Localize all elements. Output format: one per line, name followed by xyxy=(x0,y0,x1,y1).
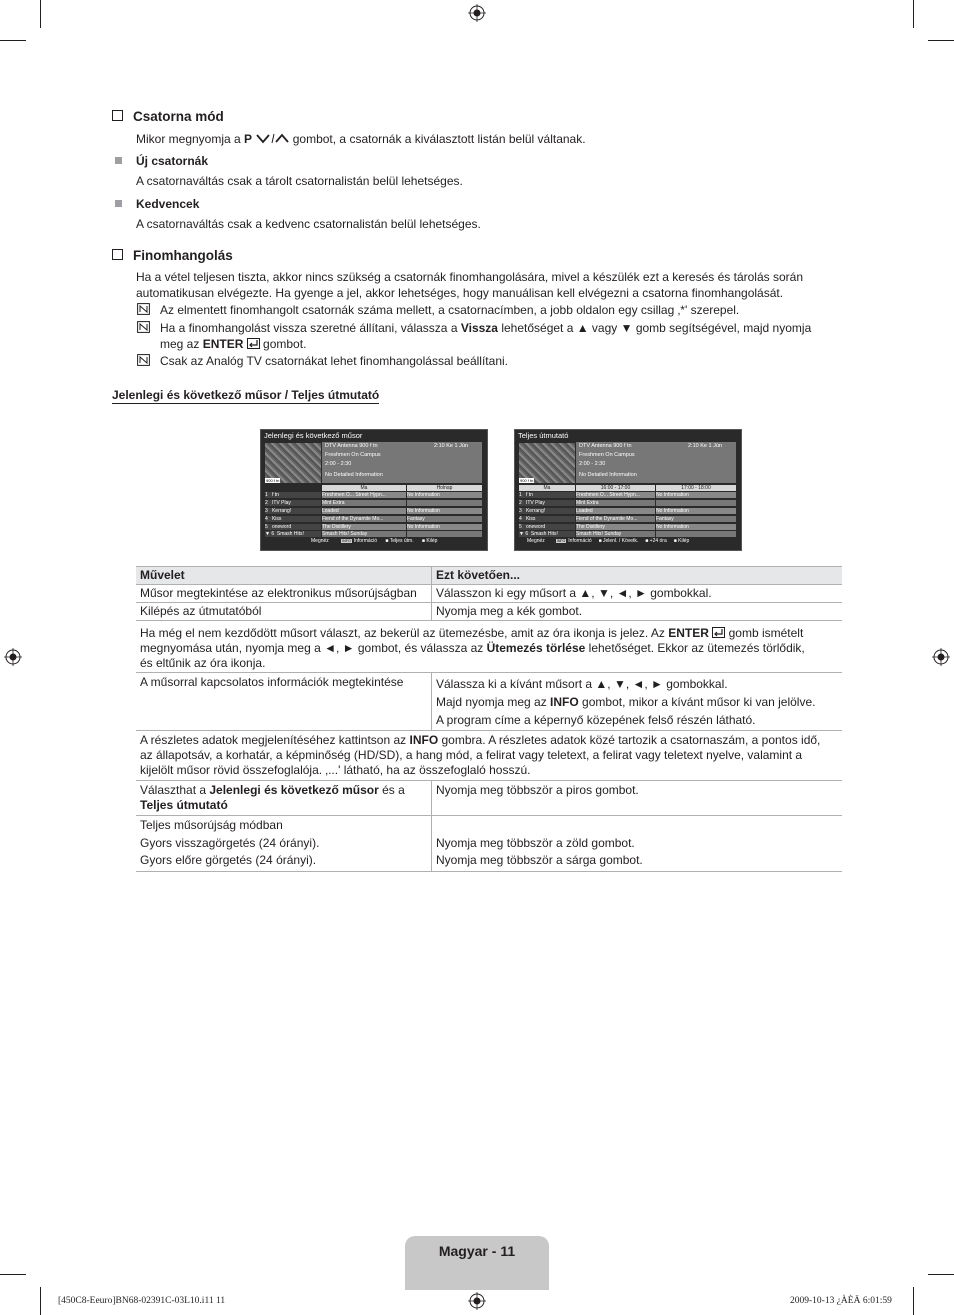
table-row xyxy=(136,781,842,816)
note-3: Csak az Analóg TV csatornákat lehet finomhangolással beállítani. xyxy=(160,354,508,368)
note-icon xyxy=(137,354,150,366)
registration-mark-icon xyxy=(4,648,22,666)
screen-title: Teljes útmutató xyxy=(518,431,569,440)
table-cell: Válasszon ki egy műsort a ▲, ▼, ◄, ► gombokkal. xyxy=(432,585,843,603)
screen-title: Jelenlegi és következő műsor xyxy=(264,431,363,440)
guide-screenshot-now-next xyxy=(260,429,488,551)
screen-footer: Megnéz INFO Információ ■ Teljes útm. ■ Kilép xyxy=(311,538,438,544)
table-row xyxy=(136,673,842,731)
table-row xyxy=(136,585,842,603)
column-header: Ma xyxy=(322,485,406,491)
info-key-icon: INFO xyxy=(556,539,566,543)
guide-row[interactable]: 2 ITV Play Mint Extra xyxy=(519,500,736,507)
guide-row[interactable]: 3 Kerrang! Loaded No Information xyxy=(265,508,482,515)
guide-row[interactable]: 1 f tn Freshmen O... Street Hypn... No Information xyxy=(265,492,482,499)
print-footer-left: [450C8-Eeuro]BN68-02391C-03L10.i11 11 xyxy=(58,1296,226,1306)
crop-mark xyxy=(913,1287,914,1315)
registration-mark-icon xyxy=(468,4,486,22)
csatorna-mod-intro: Mikor megnyomja a P gombot, a csatornák a kiválasztott listán belül váltanak. xyxy=(136,132,586,146)
item-title: Kedvencek xyxy=(136,197,200,211)
crop-mark xyxy=(913,0,914,28)
registration-mark-icon xyxy=(932,648,950,666)
registration-mark-icon xyxy=(468,1292,486,1310)
table-cell: Választhat a Jelenlegi és következő műsor és a Teljes útmutató xyxy=(136,781,432,816)
crop-mark xyxy=(0,1274,26,1275)
guide-row[interactable]: ▼ 6 Smash Hits! Smash Hits! Sunday xyxy=(519,531,736,538)
table-row xyxy=(136,603,842,621)
table-header-cell: Ezt követően... xyxy=(432,567,843,585)
print-footer-right: 2009-10-13 ¿ÀÈÄ 6:01:59 xyxy=(790,1296,892,1306)
note-icon xyxy=(137,303,150,315)
guide-row[interactable]: 4 Kiss Fiend of the Dynamite Mo... Fantasy xyxy=(265,516,482,523)
table-cell-span: A részletes adatok megjelenítéséhez kattintson az INFO gombra. A részletes adatok közé tartozik a csatornaszám, a pontos idő, az állapotsáv, a korhatár, a képminőség (HD/SD), a hang mód, a felirat vagy teletext, a felirat vagy teletext nyelve, valamint a kijelölt műsor rövid összefoglalója. ‚...' látható, ha az összefoglaló hosszú. xyxy=(136,731,842,781)
note-icon xyxy=(137,321,150,333)
screen-footer: Megnéz INFO Információ ■ Jelenl. / Követk. ■ +24 óra ■ Kilép xyxy=(527,538,690,544)
table-row xyxy=(136,621,842,673)
item-text: A csatornaváltás csak a tárolt csatornalistán belül lehetséges. xyxy=(136,174,463,188)
column-header: 17:00 - 18:00 xyxy=(656,485,736,491)
column-header: 16:00 - 17:00 xyxy=(576,485,655,491)
guide-row[interactable]: 5 oneword The Distillery No Information xyxy=(519,524,736,531)
enter-key-icon xyxy=(712,627,725,638)
square-bullet-icon xyxy=(115,157,122,164)
table-cell: A műsorral kapcsolatos információk megtekintése xyxy=(136,673,432,731)
guide-row[interactable]: ▼ 6 Smash Hits! Smash Hits! Sunday xyxy=(265,531,482,538)
note-1: Az elmentett finomhangolt csatornák száma mellett, a csatornacímben, a jobb oldalon egy csillag ‚*' szerepel. xyxy=(160,303,740,317)
crop-mark xyxy=(40,0,41,28)
item-title: Új csatornák xyxy=(136,154,209,168)
guide-screenshot-full xyxy=(514,429,742,551)
chevron-down-up-icon xyxy=(255,133,289,144)
table-row xyxy=(136,731,842,781)
guide-actions-table xyxy=(136,566,842,872)
crop-mark xyxy=(928,1274,954,1275)
column-header: Ma xyxy=(519,485,575,491)
checkbox-bullet-icon xyxy=(112,249,123,260)
crop-mark xyxy=(0,40,26,41)
table-cell: Nyomja meg többször a zöld gombot. Nyomja meg többször a sárga gombot. xyxy=(432,816,843,872)
column-header: Holnap xyxy=(407,485,482,491)
finomhangolas-para-1: Ha a vétel teljesen tiszta, akkor nincs szükség a csatornák finomhangolására, mivel a készülék ezt a keresés és tárolás során xyxy=(136,270,803,284)
program-info-panel: DTV Antenna 900 f tn 2:10 Ke 1 Jún Freshmen On Campus 2:00 - 2:30 No Detailed Information xyxy=(322,442,482,483)
guide-row[interactable]: 2 ITV Play Mint Extra xyxy=(265,500,482,507)
table-header-cell: Művelet xyxy=(136,567,432,585)
table-cell: Teljes műsorújság módban Gyors visszagörgetés (24 órányi). Gyors előre görgetés (24 órányi). xyxy=(136,816,432,872)
page-number-badge: Magyar - 11 xyxy=(405,1236,549,1290)
table-row xyxy=(136,816,842,872)
table-cell: Nyomja meg többször a piros gombot. xyxy=(432,781,843,816)
finomhangolas-para-2: automatikusan elvégezte. Ha gyenge a jel, akkor lehetséges, hogy manuálisan kell elvégezni a csatorna finomhangolását. xyxy=(136,286,784,300)
guide-section-heading: Jelenlegi és következő műsor / Teljes útmutató xyxy=(112,388,380,402)
table-cell-span: Ha még el nem kezdődött műsort választ, az bekerül az ütemezésbe, amit az óra ikonja is jelez. Az ENTER gomb ismételt megnyomása után, nyomja meg a ◄, ► gombot, és válassza az Ütemezés törlése lehetőséget. Ekkor az ütemezés törlődik, és eltűnik az óra ikonja. xyxy=(136,621,842,673)
info-key-icon: INFO xyxy=(342,539,351,543)
crop-mark xyxy=(928,40,954,41)
note-2: Ha a finomhangolást vissza szeretné állítani, válassza a Vissza lehetőséget a ▲ vagy ▼ gomb segítségével, majd nyomja meg az ENTER gombot. xyxy=(160,321,812,351)
guide-row[interactable]: 5 oneword The Distillery No Information xyxy=(265,524,482,531)
section-heading-finomhangolas: Finomhangolás xyxy=(112,248,233,263)
section-heading-csatorna-mod: Csatorna mód xyxy=(112,109,224,124)
crop-mark xyxy=(40,1287,41,1315)
video-thumbnail: 900 f tn xyxy=(265,443,321,483)
program-info-panel: DTV Antenna 900 f tn 2:10 Ke 1 Jún Freshmen On Campus 2:00 - 2:30 No Detailed Information xyxy=(576,442,736,483)
table-cell: Kilépés az útmutatóból xyxy=(136,603,432,621)
table-cell: Műsor megtekintése az elektronikus műsorújságban xyxy=(136,585,432,603)
checkbox-bullet-icon xyxy=(112,110,123,121)
guide-row[interactable]: 4 Kiss Fiend of the Dynamite Mo... Fantasy xyxy=(519,516,736,523)
table-cell: Nyomja meg a kék gombot. xyxy=(432,603,843,621)
table-header-row xyxy=(136,567,842,585)
video-thumbnail: 900 f tn xyxy=(519,443,575,483)
guide-row[interactable]: 1 f tn Freshmen O... Street Hypn... No Information xyxy=(519,492,736,499)
guide-row[interactable]: 3 Kerrang! Loaded No Information xyxy=(519,508,736,515)
square-bullet-icon xyxy=(115,200,122,207)
enter-key-icon xyxy=(247,338,260,349)
table-cell: Válassza ki a kívánt műsort a ▲, ▼, ◄, ► gombokkal. Majd nyomja meg az INFO gombot, mikor a kívánt műsor ki van jelölve. A program címe a képernyő közepének felső részén látható. xyxy=(432,673,843,731)
item-text: A csatornaváltás csak a kedvenc csatornalistán belül lehetséges. xyxy=(136,217,481,231)
